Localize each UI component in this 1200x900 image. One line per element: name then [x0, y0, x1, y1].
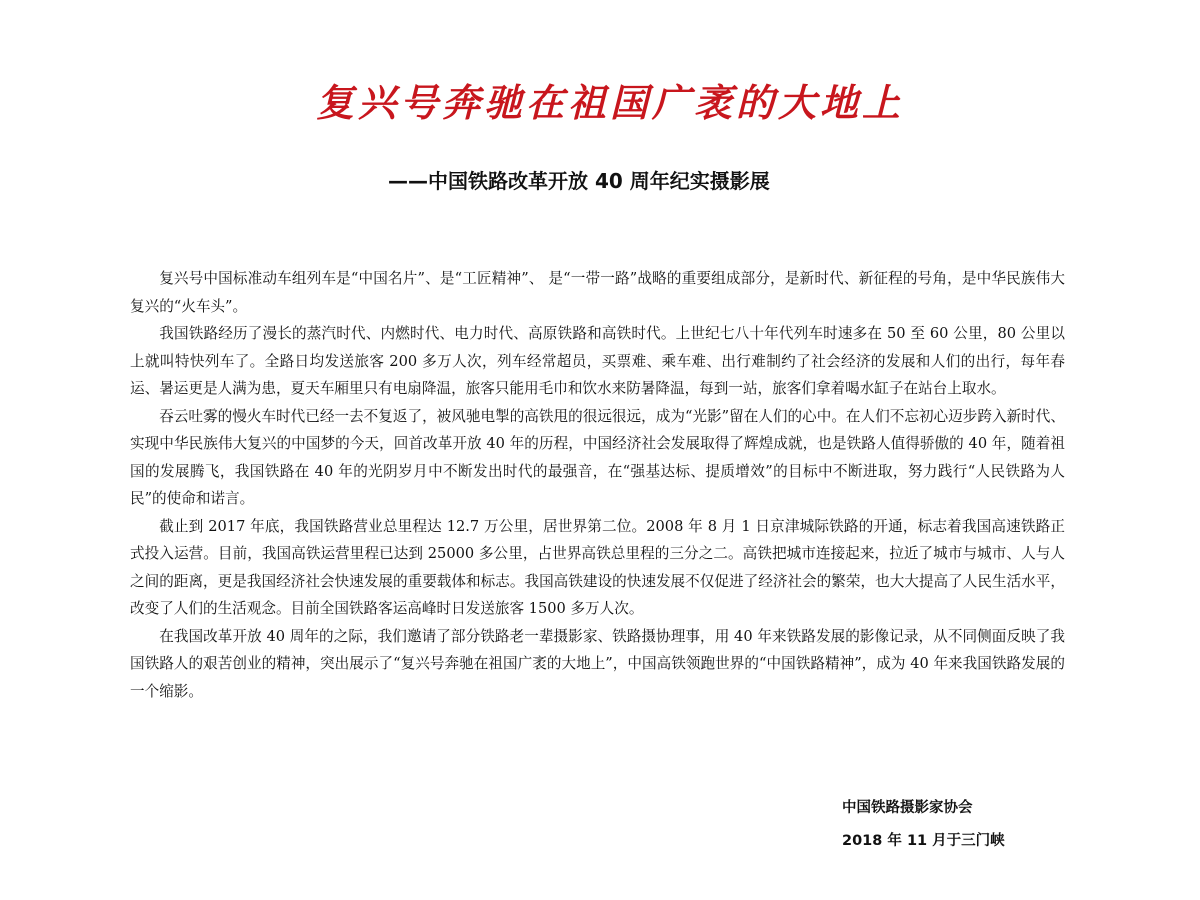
document-subtitle: ——中国铁路改革开放 40 周年纪实摄影展: [388, 169, 770, 193]
body-paragraph: 复兴号中国标准动车组列车是“中国名片”、是“工匠精神”、 是“一带一路”战略的重要组成部分，是新时代、新征程的号角，是中华民族伟大复兴的“火车头”。: [130, 270, 1065, 315]
body-paragraph: 在我国改革开放 40 周年的之际，我们邀请了部分铁路老一辈摄影家、铁路摄协理事，用 40 年来铁路发展的影像记录，从不同侧面反映了我国铁路人的艰苦创业的精神，突出展示了“复兴号奔驰在祖国广袤的大地上”，中国高铁领跑世界的“中国铁路精神”，成为 40 年来我国铁路发展的一个缩影。: [130, 627, 1065, 700]
signature-date-place: 2018 年 11 月于三门峡: [842, 833, 1005, 849]
body-paragraph: 截止到 2017 年底，我国铁路营业总里程达 12.7 万公里，居世界第二位。2008 年 8 月 1 日京津城际铁路的开通，标志着我国高速铁路正式投入运营。目前，我国高铁运营里程已达到 25000 多公里，占世界高铁总里程的三分之二。高铁把城市连接起来，拉近了城市与城市、人与人之间的距离，更是我国经济社会快速发展的重要载体和标志。我国高铁建设的快速发展不仅促进了经济社会的繁荣，也大大提高了人民生活水平，改变了人们的生活观念。目前全国铁路客运高峰时日发送旅客 1500 多万人次。: [130, 517, 1065, 617]
document-title: 复兴号奔驰在祖国广袤的大地上: [315, 80, 904, 125]
body-paragraph: 我国铁路经历了漫长的蒸汽时代、内燃时代、电力时代、高原铁路和高铁时代。上世纪七八十年代列车时速多在 50 至 60 公里，80 公里以上就叫特快列车了。全路日均发送旅客 200 多万人次，列车经常超员，买票难、乘车难、出行难制约了社会经济的发展和人们的出行，每年春运、暑运更是人满为患，夏天车厢里只有电扇降温，旅客只能用毛巾和饮水来防暑降温，每到一站，旅客们拿着喝水缸子在站台上取水。: [130, 325, 1065, 397]
document-body: [130, 265, 1065, 705]
signature-organization: 中国铁路摄影家协会: [842, 800, 973, 816]
body-paragraph: 吞云吐雾的慢火车时代已经一去不复返了，被风驰电掣的高铁甩的很远很远，成为“光影”留在人们的心中。在人们不忘初心迈步跨入新时代、实现中华民族伟大复兴的中国梦的今天，回首改革开放 40 年的历程，中国经济社会发展取得了辉煌成就，也是铁路人值得骄傲的 40 年，随着祖国的发展腾飞，我国铁路在 40 年的光阴岁月中不断发出时代的最强音，在“强基达标、提质增效”的目标中不断进取，努力践行“人民铁路为人民”的使命和诺言。: [130, 407, 1065, 507]
